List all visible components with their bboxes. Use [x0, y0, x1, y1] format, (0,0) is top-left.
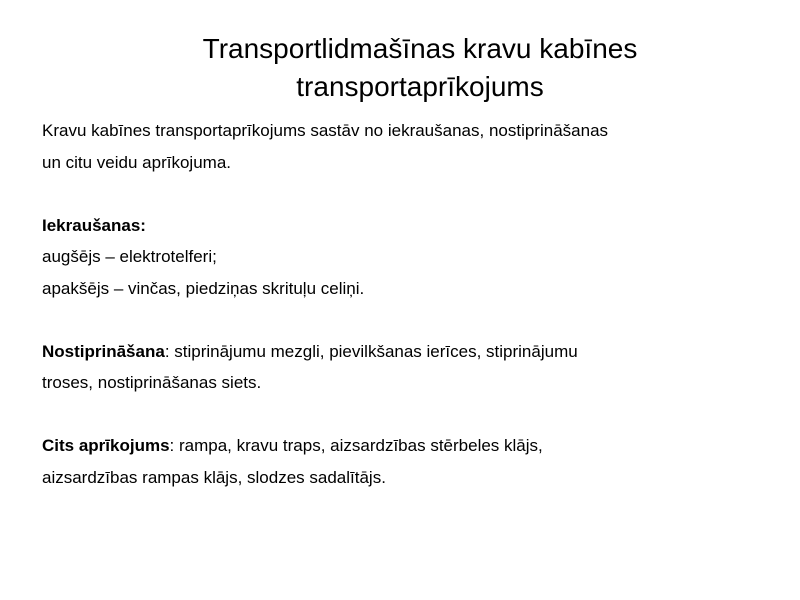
paragraph-spacer [42, 304, 762, 336]
other-line-2: aizsardzības rampas klājs, slodzes sadalītājs. [42, 467, 386, 487]
loading-lower: apakšējs – vinčas, piedziņas skrituļu celiņi. [42, 278, 365, 298]
securing-text-1: : stiprinājumu mezgli, pievilkšanas ierīces, stiprinājumu [164, 341, 578, 361]
slide-title-line-2: transportaprīkojums [296, 71, 544, 102]
other-text-1: : rampa, kravu traps, aizsardzības stērbeles klājs, [169, 436, 543, 455]
other-line-1 [42, 430, 762, 462]
slide-title [130, 30, 710, 106]
loading-heading: Iekraušanas: [42, 215, 146, 235]
securing-heading: Nostiprināšana [42, 341, 165, 361]
securing-line-2: troses, nostiprināšanas siets. [42, 373, 262, 392]
other-heading: Cits aprīkojums [42, 436, 170, 455]
paragraph-spacer [42, 178, 762, 210]
slide-body [42, 115, 762, 493]
intro-line-1: Kravu kabīnes transportaprīkojums sastāv no iekraušanas, nostiprināšanas [42, 121, 609, 140]
securing-line-1 [42, 336, 762, 368]
slide-title-line-1: Transportlidmašīnas kravu kabīnes [202, 33, 638, 64]
paragraph-spacer [42, 399, 762, 431]
loading-upper: augšējs – elektrotelferi; [42, 247, 217, 266]
intro-line-2: un citu veidu aprīkojuma. [42, 152, 231, 172]
